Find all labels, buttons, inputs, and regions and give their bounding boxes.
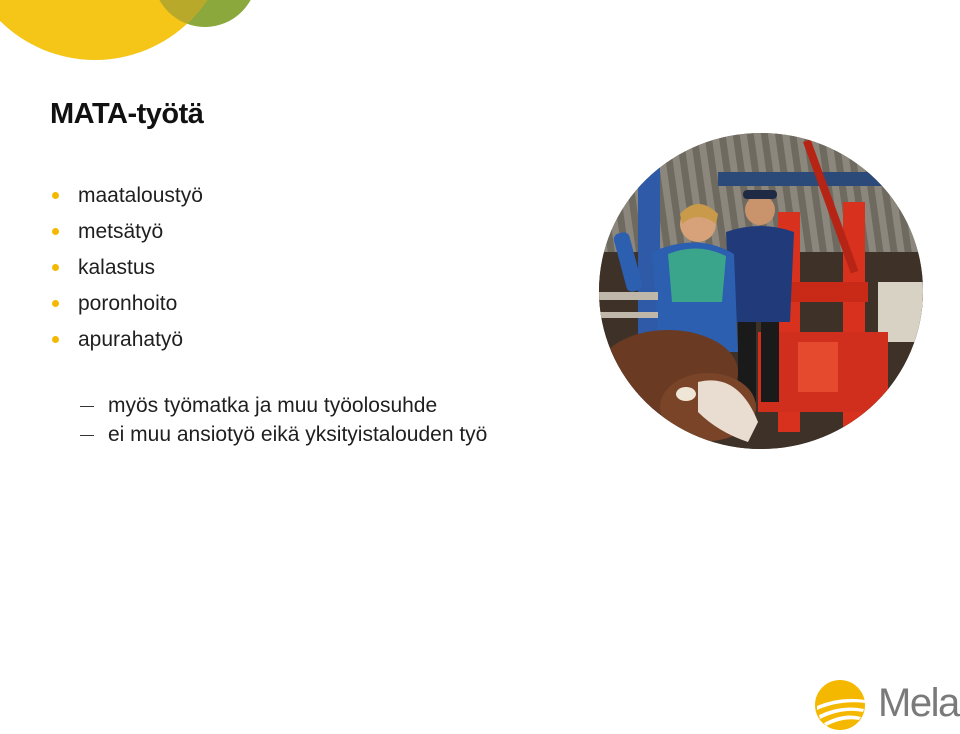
dash-icon	[80, 435, 94, 436]
decorative-circles	[0, 0, 300, 80]
bullet-icon	[52, 264, 59, 271]
list-item-text: apurahatyö	[78, 328, 184, 351]
sub-list-item-text: myös työmatka ja muu työolosuhde	[108, 394, 438, 417]
list-item-text: maataloustyö	[78, 184, 203, 207]
sub-list	[80, 393, 487, 451]
farm-photo	[598, 132, 924, 450]
page-title: MATA-työtä	[50, 98, 204, 130]
list-item	[50, 183, 203, 219]
list-item-text: kalastus	[78, 256, 156, 279]
bullet-icon	[52, 336, 59, 343]
dash-icon	[80, 406, 94, 407]
list-item	[50, 255, 203, 291]
bullet-icon	[52, 300, 59, 307]
bullet-list	[50, 183, 203, 363]
logo-text: Mela	[878, 681, 959, 725]
list-item	[50, 291, 203, 327]
bullet-icon	[52, 192, 59, 199]
bullet-icon	[52, 228, 59, 235]
sub-list-item	[80, 393, 487, 422]
sub-list-item	[80, 422, 487, 451]
list-item	[50, 219, 203, 255]
list-item-text: metsätyö	[78, 220, 164, 243]
list-item	[50, 327, 203, 363]
list-item-text: poronhoito	[78, 292, 178, 315]
sub-list-item-text: ei muu ansiotyö eikä yksityistalouden työ	[108, 423, 488, 446]
